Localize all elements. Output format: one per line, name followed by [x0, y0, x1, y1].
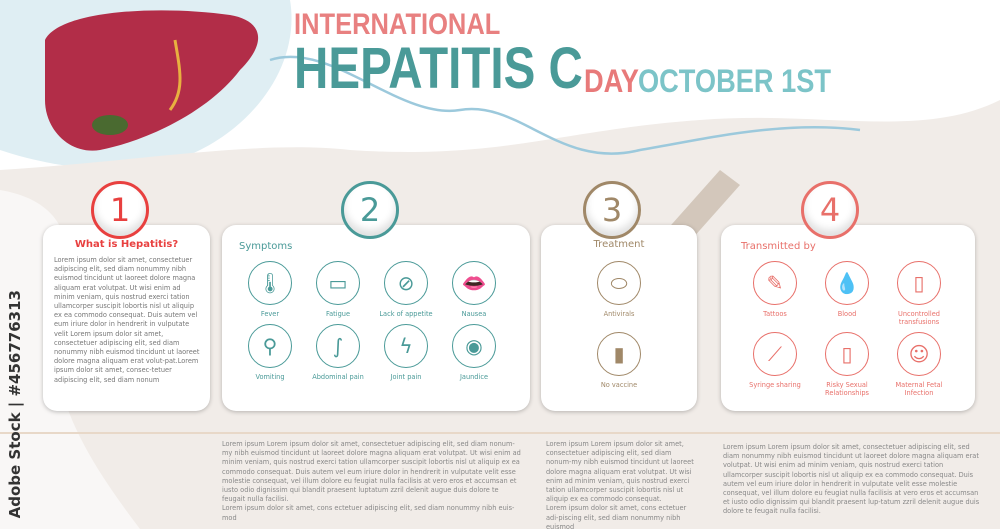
list-item	[811, 261, 883, 326]
list-item	[304, 324, 372, 381]
battery-icon: ▭	[316, 261, 360, 305]
card-body: Lorem ipsum dolor sit amet, consectetuer adipiscing elit, sed diam nonummy nibh euismod tincidunt ut laoreet dolore magna aliquam erat volutpat. Ut wisi enim ad minim veniam, quis nostrud exerci tation ullamcorper suscipit lobortis nisl ut aliquip ex ea commodo consequat. Duis autem vel eum iriure dolor in hendrerit in vulputate velit Lorem ipsum dolor sit amet, consectetuer adipiscing elit, sed diam nonummy nibh euismod tincidunt ut laoreet dolore magna aliquam erat volut-pat.Lorem ipsum dolor sit amet, consec-tetuer adipiscing elit, sed diam nonum	[54, 256, 200, 384]
stomach-icon: ∫	[316, 324, 360, 368]
item-label: No vaccine	[600, 381, 638, 389]
list-item	[739, 332, 811, 397]
item-label: Blood	[837, 310, 857, 318]
card-treatment	[541, 225, 697, 411]
list-item	[541, 261, 697, 318]
apple-crossed-icon: ⊘	[384, 261, 428, 305]
list-item	[236, 324, 304, 381]
title-day: DAY	[584, 63, 639, 99]
list-item	[440, 324, 508, 381]
title-international: INTERNATIONAL	[294, 8, 501, 41]
footer-text-1: Lorem ipsum Lorem ipsum dolor sit amet, consectetuer adipiscing elit, sed diam nonum-my nibh euismod tincidunt ut laoreet dolore magna aliquam erat volutpat. Ut wisi enim ad minim veniam, quis nostrud exerci tation ullamcorper suscipit lobortis nisl ut aliquip ex ea commodo consequat. Duis autem vel eum iriure dolor in hendrerit in vulputate velit esse molestie consequat, vel illum dolore eu feugiat nulla facilisis at vero eros et accumsan et iusto odio dignissim qui blandit praesent luptatum zzril delenit augue duis dolore te feugait nulla facilisi. Lorem ipsum dolor sit amet, cons ectetuer adipiscing elit, sed diam nonummy nibh euis-mod	[222, 440, 521, 522]
card-what-is-hepatitis	[43, 225, 210, 411]
title-hepatitis-c: HEPATITIS C	[294, 36, 583, 101]
item-label: Uncontrolled transfusions	[898, 310, 940, 326]
card-title: Treatment	[593, 239, 645, 250]
list-item	[883, 261, 955, 326]
condom-icon: ▯	[825, 332, 869, 376]
card-title: What is Hepatitis?	[74, 239, 179, 250]
item-label: Joint pain	[390, 373, 422, 381]
stock-watermark: Adobe Stock | #456776313	[6, 290, 24, 519]
list-item	[372, 261, 440, 318]
item-label: Nausea	[461, 310, 487, 318]
vial-icon: ▮	[597, 332, 641, 376]
item-label: Abdominal pain	[312, 373, 364, 381]
thermometer-icon: 🌡	[248, 261, 292, 305]
list-item	[811, 332, 883, 397]
list-item	[236, 261, 304, 318]
item-label: Lack of appetite	[379, 310, 433, 318]
item-label: Antivirals	[603, 310, 635, 318]
card-transmitted-by	[721, 225, 975, 411]
list-item	[739, 261, 811, 326]
item-label: Maternal Fetal Infection	[895, 381, 943, 397]
blood-bag-icon: ▯	[897, 261, 941, 305]
footer-text-3: Lorem ipsum Lorem ipsum dolor sit amet, consectetuer adipiscing elit, sed diam nonummy nibh euismod tincidunt ut laoreet dolore magna aliquam erat volutpat. Ut wisi enim ad minim veniam, quis nostrud exerci tation ullamcorper suscipit lobortis nisl ut aliquip ex ea commodo consequat. Duis autem vel eum iriure dolor in hendrerit in vulputate velit esse molestie consequat, vel illum dolore eu feugiat nulla facilisis at vero eros et accumsan et iusto odio dignissim qui blandit praesent lup-tatum zzril delenit augue duis dolore te feugait nulla facilisi.	[723, 443, 980, 516]
pregnant-icon: ☺	[897, 332, 941, 376]
footer-text-2: Lorem ipsum Lorem ipsum dolor sit amet, consectetuer adipiscing elit, sed diam nonum-my nibh euismod tincidunt ut laoreet dolore magna aliquam erat volutpat. Ut wisi enim ad minim veniam, quis nostrud exerci tation ullamcorper suscipit lobortis nisl ut aliquip ex ea commodo consequat. Lorem ipsum dolor sit amet, cons ectetuer adi-piscing elit, sed diam nonummy nibh euismod	[546, 440, 694, 531]
item-label: Fatigue	[325, 310, 351, 318]
step-number-2: 2	[341, 181, 399, 239]
list-item	[541, 332, 697, 389]
list-item	[372, 324, 440, 381]
item-label: Syringe sharing	[749, 381, 801, 389]
card-title: Transmitted by	[741, 241, 816, 252]
lips-icon: 👄	[452, 261, 496, 305]
syringe-icon: ⟋	[753, 332, 797, 376]
list-item	[304, 261, 372, 318]
knee-joint-icon: ϟ	[384, 324, 428, 368]
pill-icon: ⬭	[597, 261, 641, 305]
card-title: Symptoms	[239, 241, 293, 252]
list-item	[883, 332, 955, 397]
item-label: Jaundice	[459, 373, 489, 381]
step-number-4: 4	[801, 181, 859, 239]
card-symptoms	[222, 225, 530, 411]
item-label: Risky Sexual Relationships	[825, 381, 869, 397]
step-number-1: 1	[91, 181, 149, 239]
item-label: Vomiting	[255, 373, 285, 381]
list-item	[440, 261, 508, 318]
item-label: Tattoos	[763, 310, 787, 318]
vomiting-icon: ⚲	[248, 324, 292, 368]
eye-icon: ◉	[452, 324, 496, 368]
title-date: OCTOBER 1ST	[638, 63, 831, 99]
blood-drop-icon: 💧	[825, 261, 869, 305]
item-label: Fever	[260, 310, 280, 318]
tattoo-machine-icon: ✎	[753, 261, 797, 305]
step-number-3: 3	[583, 181, 641, 239]
